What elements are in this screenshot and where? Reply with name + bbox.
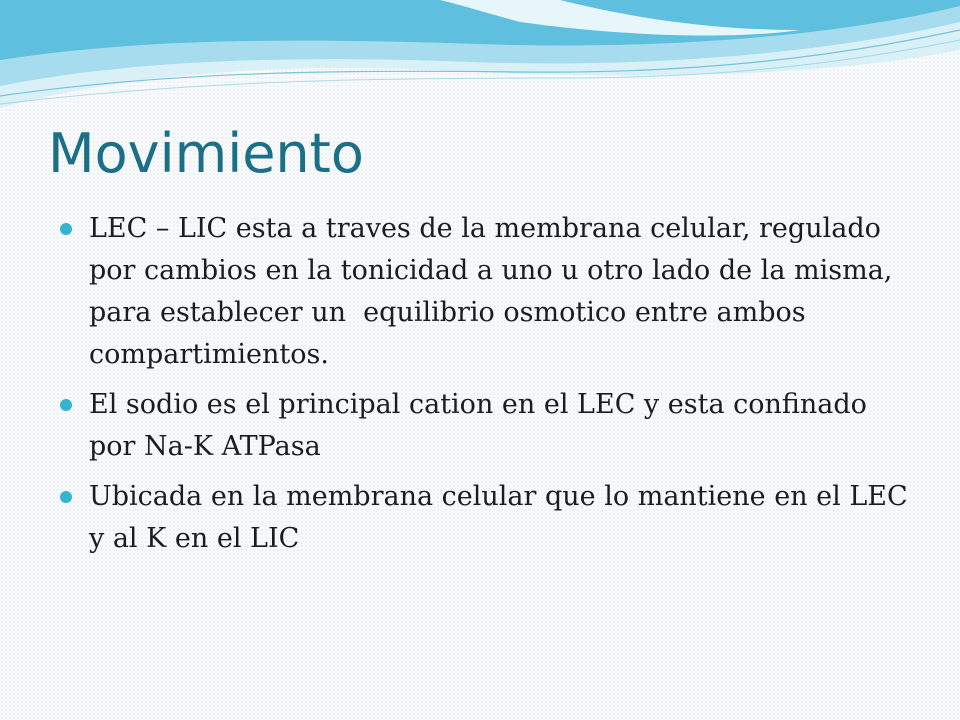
header-wave-decoration xyxy=(0,0,960,120)
bullet-item xyxy=(60,384,910,468)
bullet-icon xyxy=(60,399,72,411)
bullet-item xyxy=(60,208,910,376)
bullet-text: El sodio es el principal cation en el LEC y esta confinado por Na-K ATPasa xyxy=(89,389,876,462)
bullet-item xyxy=(60,476,917,560)
bullet-text: Ubicada en la membrana celular que lo mantiene en el LEC y al K en el LIC xyxy=(89,481,917,554)
slide-title: Movimiento xyxy=(48,122,364,185)
bullet-text: LEC – LIC esta a traves de la membrana celular, regulado por cambios en la tonicidad a uno u otro lado de la misma, para establecer un equilibrio osmotico entre ambos compartimientos. xyxy=(89,213,901,370)
bullet-icon xyxy=(60,491,72,503)
bullet-list xyxy=(60,208,917,568)
bullet-icon xyxy=(60,223,72,235)
